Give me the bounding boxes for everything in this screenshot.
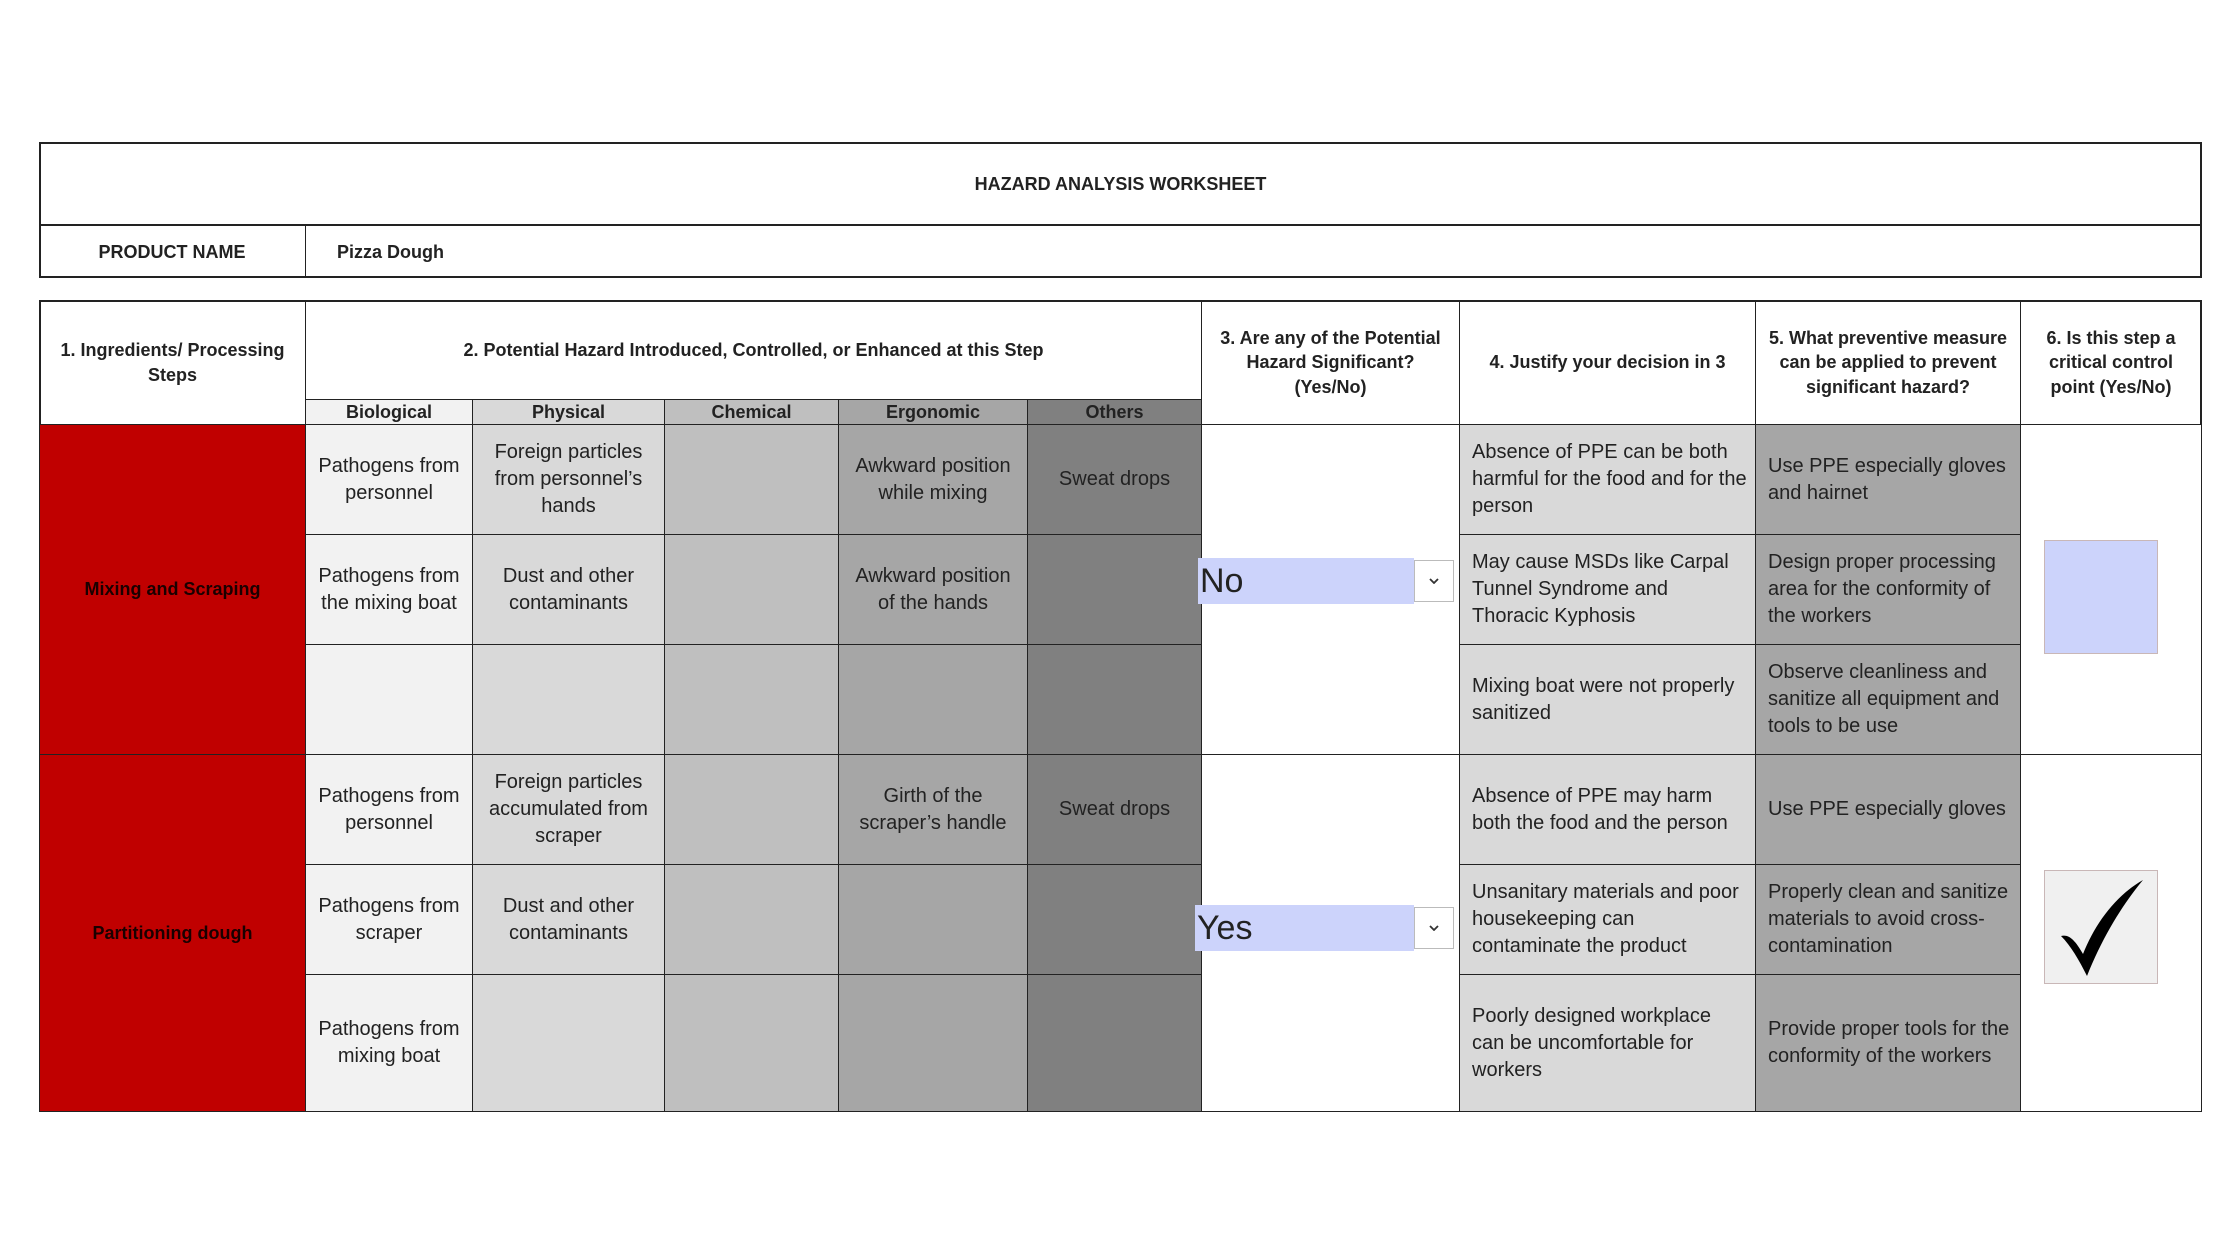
header-significant: 3. Are any of the Potential Hazard Significant? (Yes/No) — [1201, 300, 1460, 425]
chevron-down-icon[interactable] — [1414, 560, 1454, 602]
step-name: Partitioning dough — [39, 754, 306, 1112]
product-name-value: Pizza Dough — [305, 224, 2202, 278]
subheader-others: Others — [1027, 399, 1202, 425]
biological-cell: Pathogens from scraper — [305, 864, 473, 975]
physical-cell: Foreign particles accumulated from scraper — [472, 754, 665, 865]
others-cell — [1027, 864, 1202, 975]
significant-dropdown[interactable] — [1195, 905, 1454, 951]
product-name-label: PRODUCT NAME — [39, 224, 306, 278]
preventive-cell: Use PPE especially gloves — [1755, 754, 2021, 865]
others-cell — [1027, 644, 1202, 755]
ergonomic-cell — [838, 644, 1028, 755]
header-preventive: 5. What preventive measure can be applied to prevent significant hazard? — [1755, 300, 2021, 425]
checkmark-icon — [2053, 874, 2149, 980]
chemical-cell — [664, 754, 839, 865]
ergonomic-cell: Awkward position of the hands — [838, 534, 1028, 645]
physical-cell — [472, 644, 665, 755]
chemical-cell — [664, 534, 839, 645]
others-cell — [1027, 534, 1202, 645]
chemical-cell — [664, 974, 839, 1112]
chemical-cell — [664, 424, 839, 535]
ergonomic-cell — [838, 974, 1028, 1112]
justification-cell: May cause MSDs like Carpal Tunnel Syndrome and Thoracic Kyphosis — [1459, 534, 1756, 645]
justification-cell: Absence of PPE can be both harmful for the food and for the person — [1459, 424, 1756, 535]
others-cell — [1027, 974, 1202, 1112]
subheader-ergonomic: Ergonomic — [838, 399, 1028, 425]
preventive-cell: Provide proper tools for the conformity of the workers — [1755, 974, 2021, 1112]
preventive-cell: Observe cleanliness and sanitize all equipment and tools to be use — [1755, 644, 2021, 755]
preventive-cell: Design proper processing area for the conformity of the workers — [1755, 534, 2021, 645]
biological-cell: Pathogens from personnel — [305, 754, 473, 865]
significant-dropdown-value: Yes — [1195, 905, 1414, 951]
justification-cell: Absence of PPE may harm both the food and the person — [1459, 754, 1756, 865]
subheader-biological: Biological — [305, 399, 473, 425]
others-cell: Sweat drops — [1027, 754, 1202, 865]
ergonomic-cell — [838, 864, 1028, 975]
header-ingredients: 1. Ingredients/ Processing Steps — [39, 300, 306, 425]
others-cell: Sweat drops — [1027, 424, 1202, 535]
worksheet-title: HAZARD ANALYSIS WORKSHEET — [974, 173, 1267, 194]
chemical-cell — [664, 864, 839, 975]
biological-cell — [305, 644, 473, 755]
subheader-chemical: Chemical — [664, 399, 839, 425]
justification-cell: Unsanitary materials and poor housekeeping can contaminate the product — [1459, 864, 1756, 975]
physical-cell: Dust and other contaminants — [472, 534, 665, 645]
chevron-down-icon[interactable] — [1414, 907, 1454, 949]
biological-cell: Pathogens from personnel — [305, 424, 473, 535]
justification-cell: Poorly designed workplace can be uncomfortable for workers — [1459, 974, 1756, 1112]
header-ccp: 6. Is this step a critical control point (Yes/No) — [2020, 300, 2202, 425]
subheader-physical: Physical — [472, 399, 665, 425]
chemical-cell — [664, 644, 839, 755]
preventive-cell: Use PPE especially gloves and hairnet — [1755, 424, 2021, 535]
justification-cell: Mixing boat were not properly sanitized — [1459, 644, 1756, 755]
significant-dropdown[interactable] — [1198, 558, 1454, 604]
physical-cell — [472, 974, 665, 1112]
significant-dropdown-value: No — [1198, 558, 1414, 604]
physical-cell: Dust and other contaminants — [472, 864, 665, 975]
biological-cell: Pathogens from the mixing boat — [305, 534, 473, 645]
step-name: Mixing and Scraping — [39, 424, 306, 755]
preventive-cell: Properly clean and sanitize materials to avoid cross-contamination — [1755, 864, 2021, 975]
physical-cell: Foreign particles from personnel’s hands — [472, 424, 665, 535]
ccp-checkbox[interactable] — [2044, 870, 2158, 984]
biological-cell: Pathogens from mixing boat — [305, 974, 473, 1112]
header-potential-hazard: 2. Potential Hazard Introduced, Controlled, or Enhanced at this Step — [305, 300, 1202, 399]
ergonomic-cell: Awkward position while mixing — [838, 424, 1028, 535]
header-justify: 4. Justify your decision in 3 — [1459, 300, 1756, 425]
ccp-checkbox[interactable] — [2044, 540, 2158, 654]
ergonomic-cell: Girth of the scraper’s handle — [838, 754, 1028, 865]
